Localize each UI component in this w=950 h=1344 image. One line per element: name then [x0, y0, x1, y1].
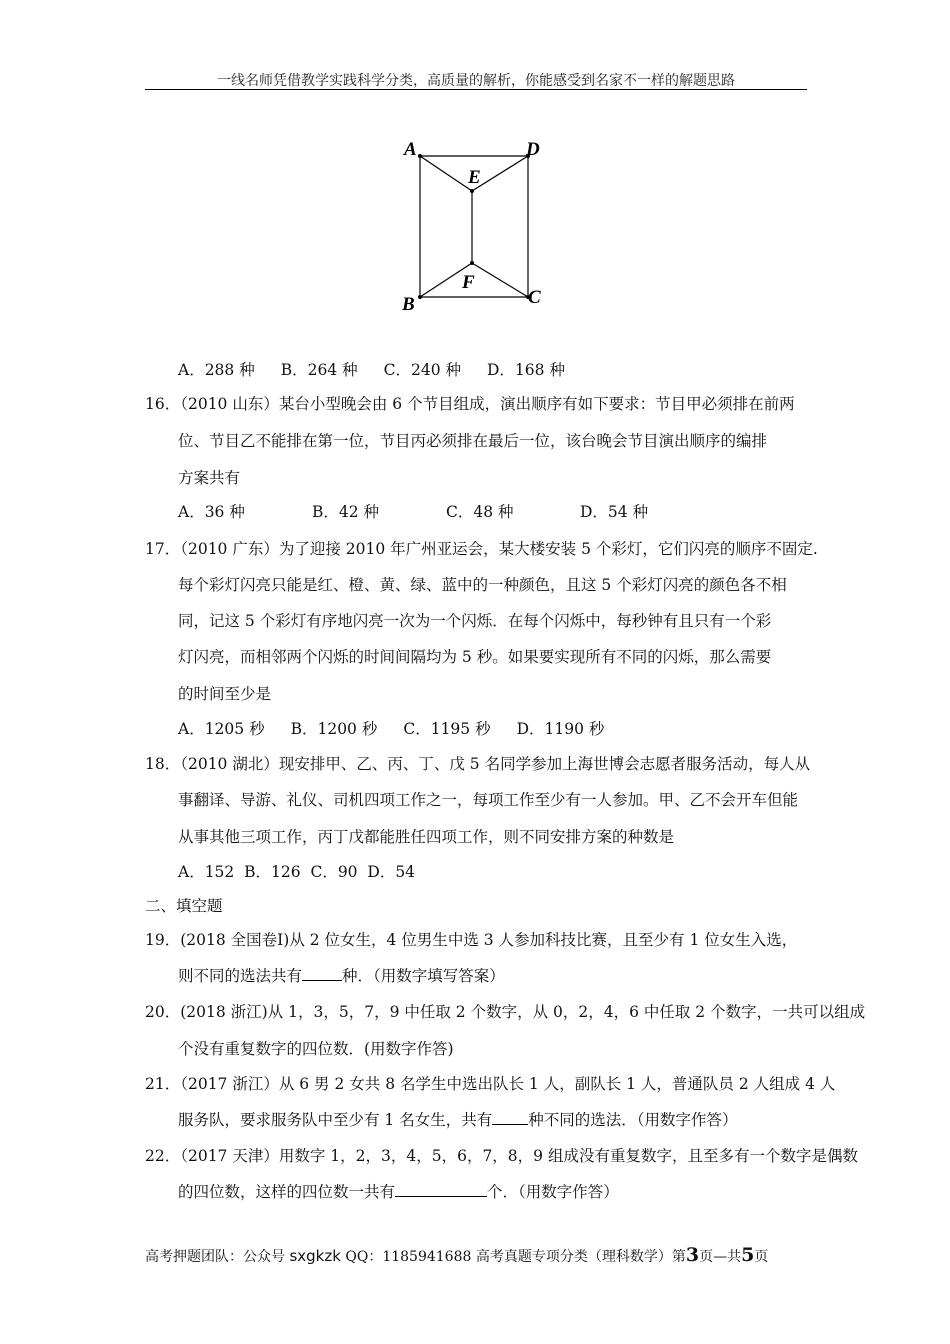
q15-options [178, 359, 565, 381]
q22-line-1: 22．（2017 天津）用数字 1，2，3，4，5，6，7，8，9 组成没有重复数字，且至多有一个数字是偶数 [145, 1147, 858, 1165]
q16-line-1: 16．（2010 山东）某台小型晚会由 6 个节目组成，演出顺序有如下要求：节目甲必须排在前两 [145, 395, 795, 413]
q17-option-c: C．1195 秒 [403, 720, 491, 738]
q22-answer-blank[interactable] [395, 1182, 487, 1197]
q17-option-a: A．1205 秒 [178, 720, 265, 738]
q19-line-2: 则不同的选法共有 种．（用数字填写答案） [178, 967, 505, 985]
q16-option-a: A．36 种 [178, 503, 245, 521]
q18-line-2: 事翻译、导游、礼仪、司机四项工作之一，每项工作至少有一人参加。甲、乙不会开车但能 [178, 791, 799, 809]
footer-qq: QQ：1185941688 [345, 1249, 472, 1265]
edge-AE [420, 156, 472, 191]
q21-line-1: 21．（2017 浙江）从 6 男 2 女共 8 名学生中选出队长 1 人，副队长 1 人，普通队员 2 人组成 4 人 [145, 1075, 836, 1093]
q19-answer-blank[interactable] [302, 966, 342, 981]
q16-options [178, 501, 648, 523]
q16-option-b: B．42 种 [312, 503, 380, 521]
label-F: F [462, 272, 475, 293]
header-rule [145, 89, 807, 90]
q17-line-1: 17．（2010 广东）为了迎接 2010 年广州亚运会，某大楼安装 5 个彩灯，它们闪亮的顺序不固定. [145, 540, 818, 558]
page-header: 一线名师凭借教学实践科学分类，高质量的解析，你能感受到名家不一样的解题思路 [217, 73, 735, 89]
q21-answer-blank[interactable] [492, 1110, 528, 1125]
footer-title: 高考真题专项分类（理科数学）第 [475, 1249, 686, 1265]
q16-option-c: C．48 种 [446, 503, 514, 521]
q16-option-d: D．54 种 [580, 503, 649, 521]
q16-line-2: 位、节目乙不能排在第一位，节目丙必须排在最后一位，该台晚会节目演出顺序的编排 [178, 432, 768, 450]
q15-option-d: D．168 种 [487, 361, 565, 379]
section-title-fill-in: 二、填空题 [145, 897, 223, 915]
q17-line-2: 每个彩灯闪亮只能是红、橙、黄、绿、蓝中的一种颜色，且这 5 个彩灯闪亮的颜色各不相 [178, 576, 787, 594]
q20-line-1: 20．(2018 浙江)从 1，3，5，7，9 中任取 2 个数字，从 0，2，4，6 中任取 2 个数字，一共可以组成 [145, 1003, 866, 1021]
q17-line-5: 的时间至少是 [178, 685, 272, 703]
footer-page-total: 5 [741, 1244, 755, 1266]
geometry-figure [395, 135, 555, 315]
q17-line-3: 同，记这 5 个彩灯有序地闪亮一次为一个闪烁．在每个闪烁中，每秒钟有且只有一个彩 [178, 612, 772, 630]
q17-option-d: D．1190 秒 [516, 720, 605, 738]
q17-option-b: B．1200 秒 [290, 720, 378, 738]
q20-line-2: 个没有重复数字的四位数．(用数字作答) [178, 1040, 454, 1058]
footer-page-number: 3 [685, 1244, 700, 1266]
q16-line-3: 方案共有 [178, 469, 241, 487]
q21-line-2: 服务队，要求服务队中至少有 1 名女生，共有 种不同的选法．（用数字作答） [178, 1111, 738, 1129]
footer-suffix: 页 [754, 1249, 769, 1265]
q15-option-b: B．264 种 [280, 361, 358, 379]
label-E: E [468, 167, 481, 188]
footer-mid: 页—共 [699, 1249, 742, 1265]
q22-line-2: 的四位数，这样的四位数一共有 个．（用数字作答） [178, 1183, 619, 1201]
q17-line-4: 灯闪亮，而相邻两个闪烁的时间间隔均为 5 秒。如果要实现所有不同的闪烁，那么需要 [178, 648, 772, 666]
q18-line-3: 从事其他三项工作，丙丁戊都能胜任四项工作，则不同安排方案的种数是 [178, 828, 675, 846]
footer-handle: sxgkzk [289, 1247, 341, 1265]
q19-line-1: 19．(2018 全国卷Ⅰ)从 2 位女生，4 位男生中选 3 人参加科技比赛，且至少有 1 位女生入选， [145, 931, 798, 949]
label-A: A [404, 139, 417, 160]
q18-line-1: 18．（2010 湖北）现安排甲、乙、丙、丁、戊 5 名同学参加上海世博会志愿者服务活动，每人从 [145, 755, 811, 773]
footer-prefix: 高考押题团队：公众号 [145, 1249, 285, 1265]
q17-options [178, 718, 604, 740]
label-D: D [526, 139, 540, 160]
q15-option-c: C．240 种 [383, 361, 461, 379]
page-footer [145, 1244, 768, 1266]
label-C: C [528, 287, 541, 308]
q18-options: A．152 B．126 C．90 D．54 [178, 863, 416, 881]
edge-CF [472, 263, 528, 297]
q15-option-a: A．288 种 [178, 361, 255, 379]
label-B: B [402, 294, 415, 315]
